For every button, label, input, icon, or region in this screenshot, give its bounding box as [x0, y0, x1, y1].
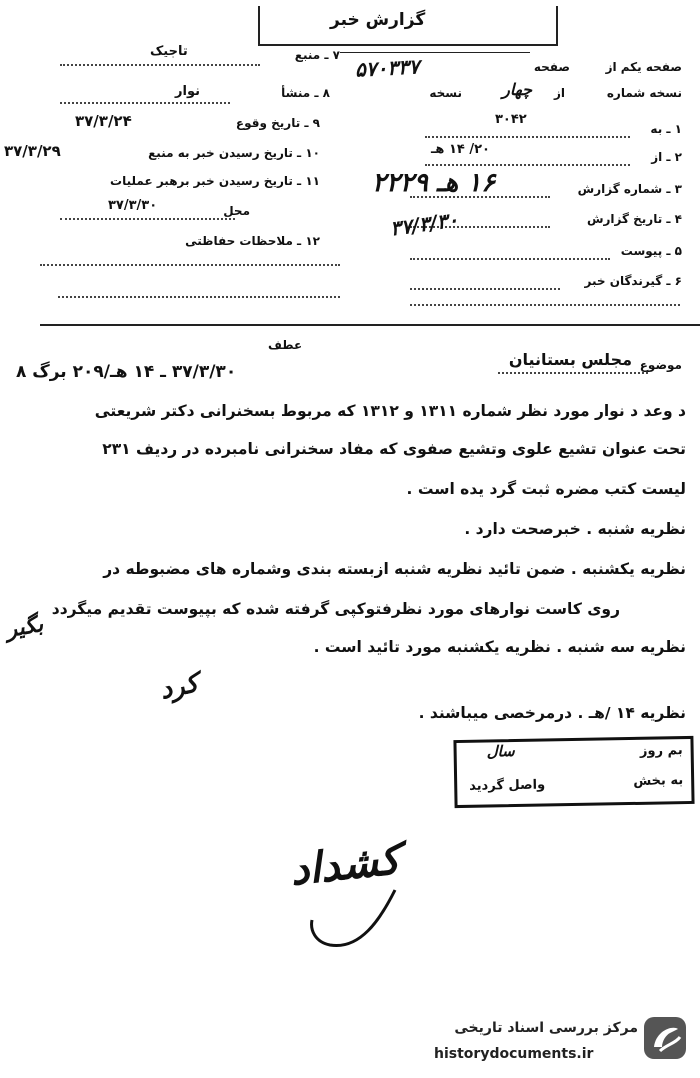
report-number-handwritten: ۱۶ هـ ۲۲۲۹ [372, 168, 496, 198]
body-line-2: تحت عنوان تشیع علوی وتشیع صفوی که مفاد سخنرانی نامبرده در ردیف ۲۳۱ [102, 440, 686, 458]
reference-value: ۳۷/۳/۳۰ ـ ۱۴ هـ/۲۰۹ برگ ۸ [16, 362, 237, 382]
body-line-4: نظریه شنبه . خبرصحت دارد . [464, 520, 686, 538]
subject-label: موضوع [639, 358, 682, 372]
recipient-to-dots [425, 136, 630, 138]
recipient-to-label: ۱ ـ به [650, 122, 682, 136]
page-label-2: صفحه [533, 60, 570, 74]
serial-number-handwritten: ۵۷۰۳۳۷ [354, 54, 421, 82]
copy-value: چهار [502, 80, 532, 99]
security-dots-2 [58, 296, 340, 298]
event-date-label: ۹ ـ تاریخ وقوع [235, 116, 320, 130]
serial-underline [340, 52, 530, 53]
recipient-to-value: ۳۰۴۲ [495, 112, 527, 127]
stamp-line-2: به بخش [633, 773, 684, 789]
watermark-name: مرکز بررسی اسناد تاریخی [454, 1020, 638, 1036]
source-label: ۷ ـ منبع [294, 48, 340, 62]
stamp-line-1: بم روز [639, 743, 683, 759]
body-line-7: نظریه سه شنبه . نظریه یکشنبه مورد تائید است . [313, 638, 686, 656]
security-dots-1 [40, 264, 340, 266]
sender-from-value: ۲۰/ ۱۴ هـ [430, 142, 490, 157]
header-divider [40, 324, 700, 326]
body-line-5: نظریه یکشنبه . ضمن تائید نظریه شنبه ازبسته بندی وشماره های مضبوطه در [103, 560, 686, 578]
watermark-url[interactable]: historydocuments.ir [434, 1046, 594, 1062]
recipients-label: ۶ ـ گیرندگان خبر [584, 274, 682, 288]
source-received-value: ۳۷/۳/۲۹ [4, 142, 61, 160]
copy-mid: از [553, 86, 565, 100]
body-line-3: لیست کتب مضره ثبت گرد یده است . [406, 480, 686, 498]
attachment-dots [410, 258, 610, 260]
origin-dots [60, 102, 230, 104]
archive-logo [642, 1015, 688, 1061]
form-title: گزارش خبر [330, 10, 426, 30]
source-received-label: ۱۰ ـ تاریخ رسیدن خبر به منبع [148, 146, 320, 160]
recipients-dots-1 [410, 288, 560, 290]
report-date-label: ۴ ـ تاریخ گزارش [586, 212, 682, 226]
receipt-stamp [453, 736, 694, 808]
copy-label-2: نسخه [429, 86, 462, 100]
margin-note-2: کرد [157, 668, 202, 706]
origin-label: ۸ ـ منشأ [281, 86, 330, 100]
attachment-label: ۵ ـ پیوست [620, 244, 682, 258]
report-number-label: ۳ ـ شماره گزارش [577, 182, 682, 196]
stamp-line-3: واصل گردید [469, 777, 546, 794]
stamp-hand-sal: سال [486, 742, 515, 761]
body-line-6: روی کاست نوارهای مورد نظرفتوکپی گرفته شده که بپیوست تقدیم میگردد [51, 600, 620, 618]
ops-received-label: ۱۱ ـ تاریخ رسیدن خبر برهبر عملیات [110, 174, 320, 188]
place-label: محل [223, 204, 250, 218]
sender-from-dots [425, 164, 630, 166]
source-value: تاجیک [150, 44, 188, 59]
sender-from-label: ۲ ـ از [651, 150, 682, 164]
signature: کشداد [287, 834, 403, 895]
subject-dots [498, 372, 648, 374]
place-value: ۳۷/۳/۳۰ [108, 198, 158, 213]
body-line-8: نظریه ۱۴ /هـ . درمرخصی میباشند . [418, 704, 686, 722]
subject-value: مجلس بستانیان [508, 350, 632, 369]
page-label: صفحه یکم از [605, 60, 682, 74]
security-notes-label: ۱۲ ـ ملاحظات حفاظتی [185, 234, 320, 248]
origin-value: نوار [175, 84, 200, 99]
signature-stroke [300, 850, 410, 960]
recipients-dots-2 [410, 304, 680, 306]
margin-note-1: بگیر [4, 610, 46, 644]
source-dots [60, 64, 260, 66]
reference-atf-label: عطف [268, 338, 303, 352]
event-date-value: ۳۷/۳/۲۴ [75, 112, 132, 130]
body-line-1: د وعد د نوار مورد نظر شماره ۱۳۱۱ و ۱۳۱۲ که مربوط بسخنرانی دکتر شریعتی [94, 402, 686, 420]
place-dots [60, 218, 235, 220]
report-date-handwritten: ۳۷/۳/۳۰ [388, 207, 460, 241]
copy-label: نسخه شماره [606, 86, 682, 100]
